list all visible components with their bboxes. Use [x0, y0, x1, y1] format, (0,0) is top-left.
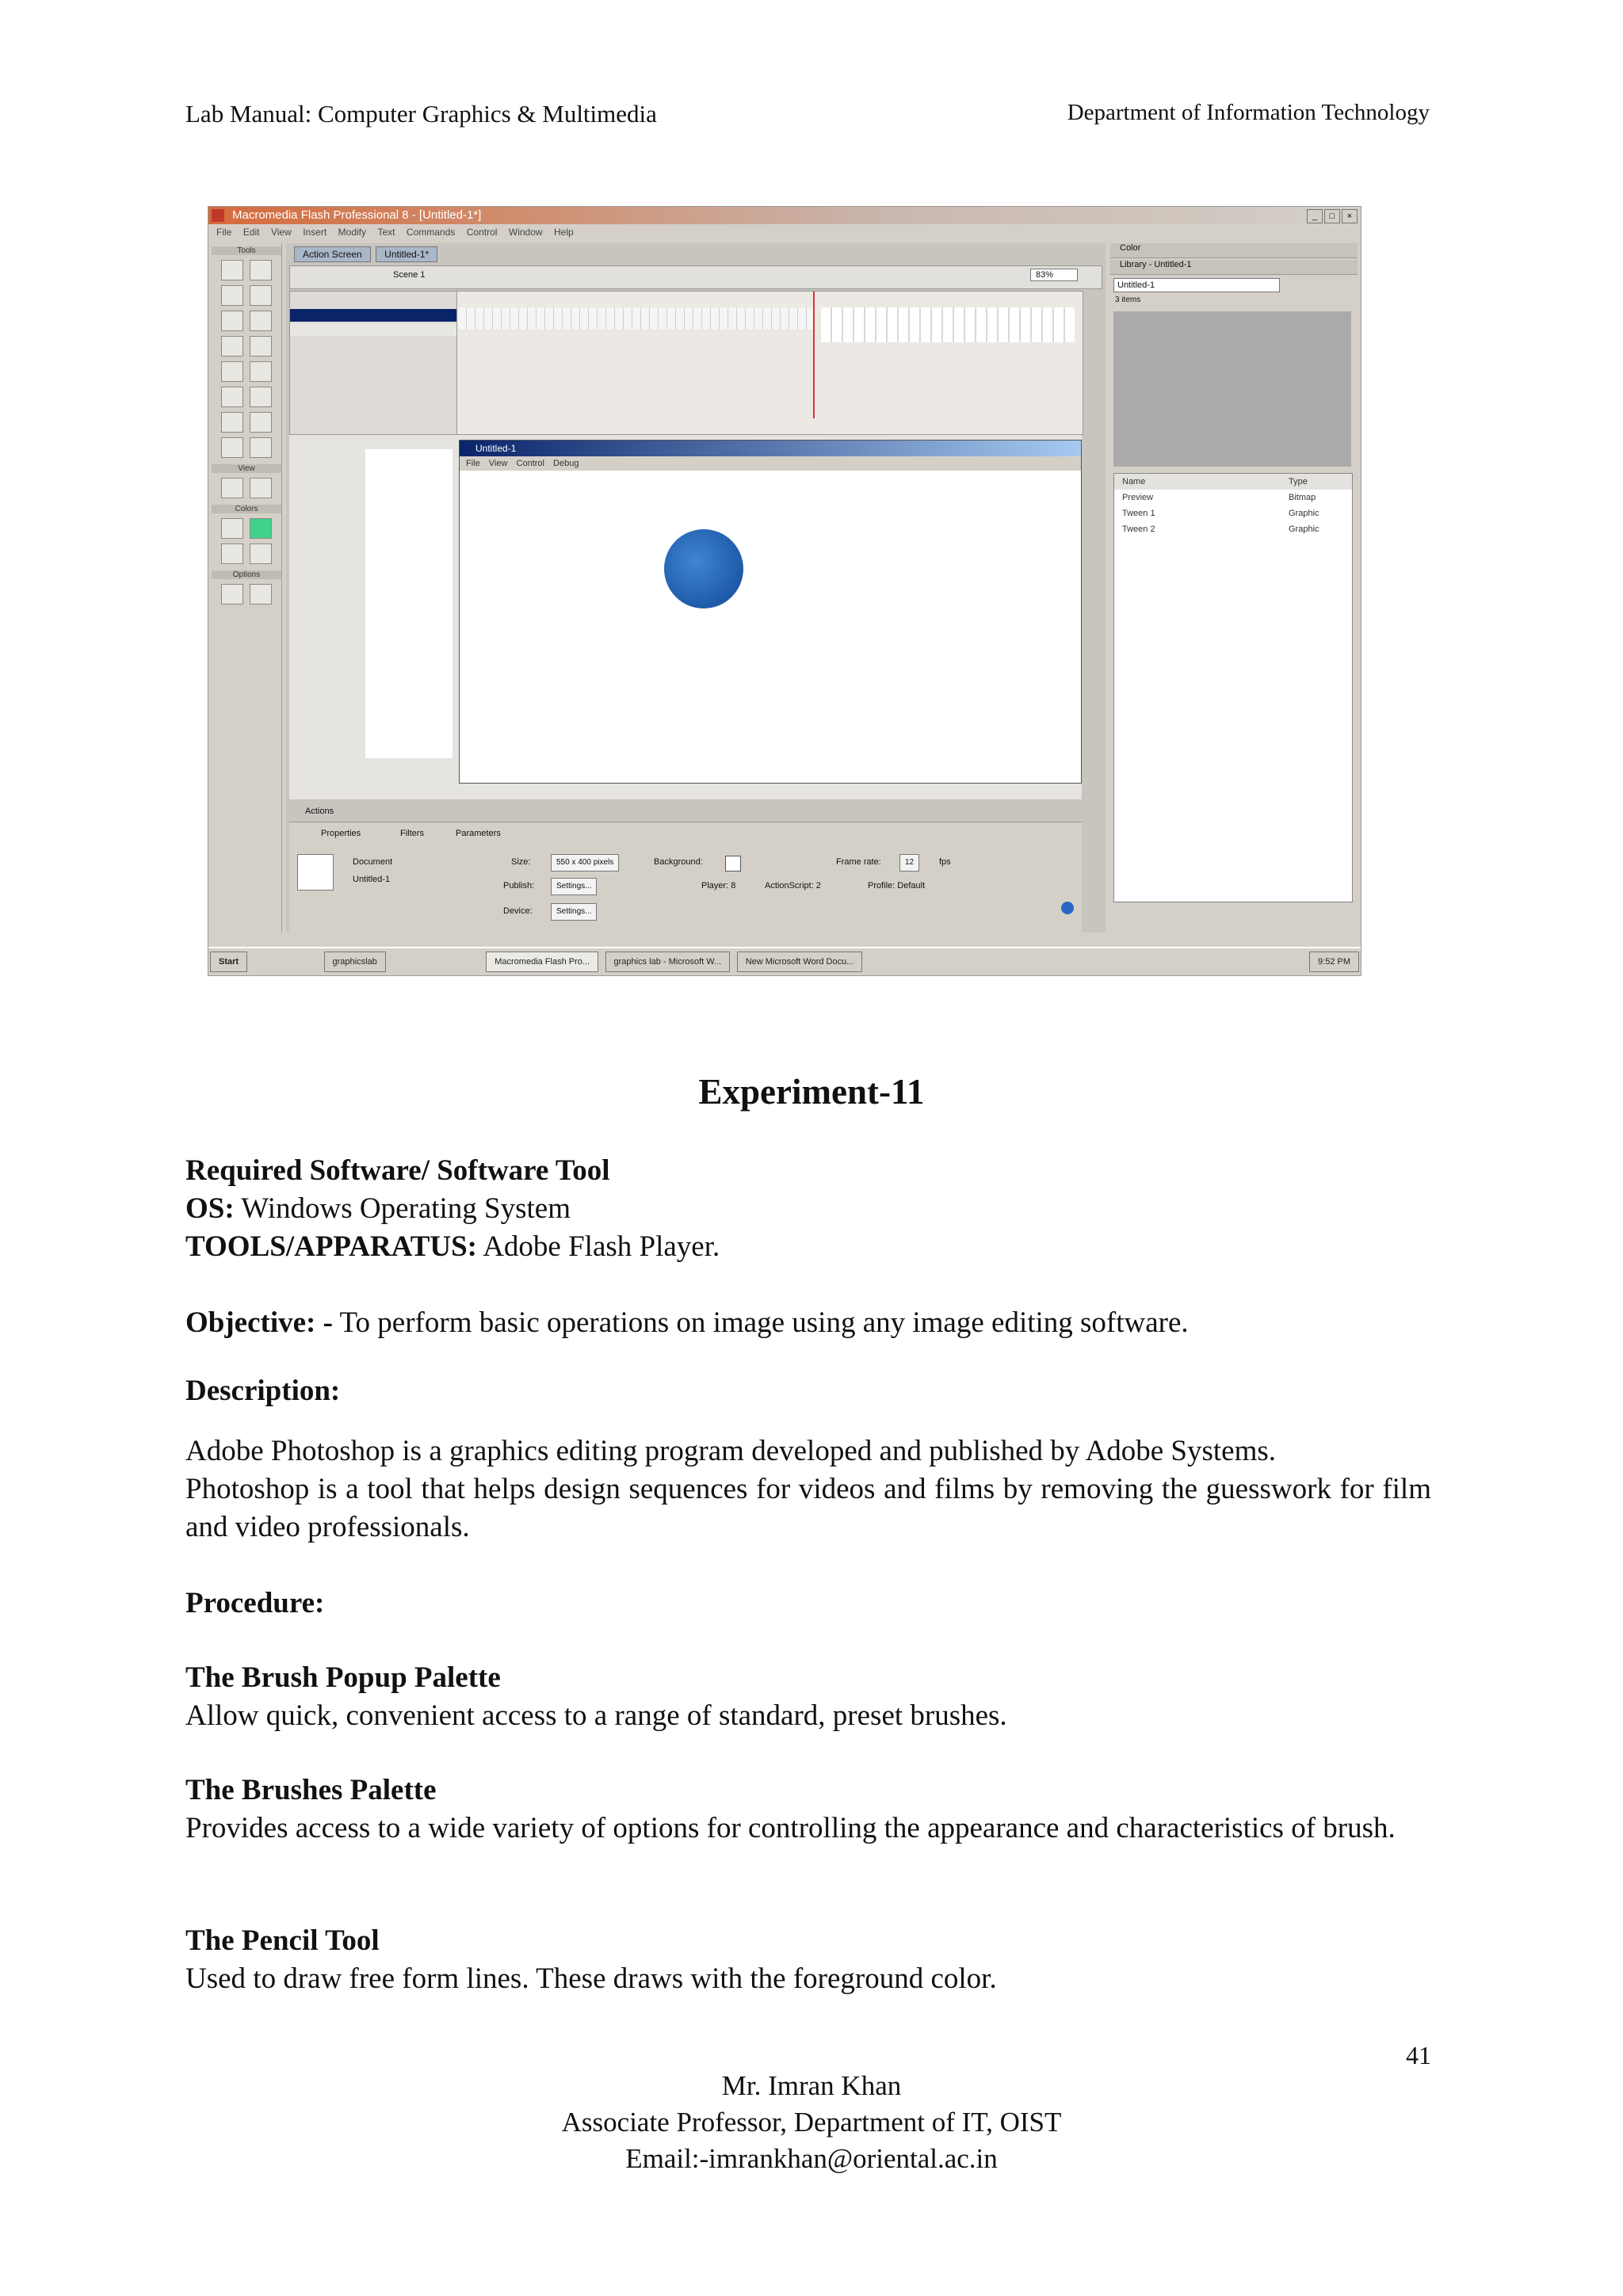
color-panel-header[interactable]: Color [1110, 243, 1358, 258]
menu-control[interactable]: Control [466, 227, 498, 238]
device-label: Device: [503, 906, 533, 916]
layer-row[interactable] [290, 309, 456, 322]
eraser-icon[interactable] [250, 437, 272, 458]
layer-list [290, 292, 457, 434]
flash-screenshot [208, 206, 1361, 976]
colors-label: Colors [212, 505, 281, 513]
lasso-tool-icon[interactable] [250, 311, 272, 331]
taskbar-item[interactable]: graphics lab - Microsoft W... [605, 952, 731, 972]
taskbar-item[interactable]: Macromedia Flash Pro... [486, 952, 598, 972]
tools-panel [212, 243, 282, 933]
scene-label[interactable]: Scene 1 [393, 270, 426, 280]
document-tabs [294, 246, 439, 264]
tools-grid [212, 257, 281, 461]
brush-icon [297, 854, 334, 891]
column-type[interactable]: Type [1289, 477, 1308, 486]
close-icon[interactable]: × [1342, 209, 1358, 223]
page-number: 41 [1406, 2041, 1431, 2069]
snap-magnet-icon[interactable] [221, 584, 243, 605]
view-tools [212, 475, 281, 502]
tools-value: Adobe Flash Player. [477, 1230, 720, 1263]
tab-properties[interactable]: Properties [321, 829, 361, 838]
library-panel-header[interactable]: Library - Untitled-1 [1110, 260, 1358, 275]
pen-tool-icon[interactable] [221, 336, 243, 357]
tools-label: Tools [212, 246, 281, 255]
menu-edit[interactable]: Edit [242, 227, 260, 238]
fps-label: fps [939, 857, 951, 867]
library-item-name: Preview [1122, 493, 1154, 502]
menu-window[interactable]: Window [508, 227, 543, 238]
list-item[interactable] [1114, 505, 1352, 521]
frame-rate-input[interactable]: 12 [899, 854, 919, 871]
tools-line [185, 1228, 1431, 1266]
text-tool-icon[interactable] [250, 336, 272, 357]
swf-menubar [460, 456, 1081, 471]
menu-file[interactable]: File [216, 227, 232, 238]
device-settings-button[interactable]: Settings... [551, 903, 597, 921]
taskbar-clock: 9:52 PM [1309, 952, 1359, 972]
tab-action-screen[interactable]: Action Screen [294, 246, 371, 262]
frame-strip-extended[interactable] [821, 307, 1075, 342]
right-panel [1110, 243, 1358, 933]
library-item-type: Bitmap [1289, 493, 1316, 502]
library-selector[interactable]: Untitled-1 [1113, 278, 1280, 292]
fill-color-icon[interactable] [250, 518, 272, 539]
timeline[interactable] [289, 291, 1083, 435]
pencil-tool-icon[interactable] [221, 387, 243, 407]
arrow-tool-icon[interactable] [221, 260, 243, 280]
footer-role: Associate Professor, Department of IT, OIST [561, 2107, 1062, 2138]
description-line-2: Photoshop is a tool that helps design sequences for videos and films by removing the guesswork for film and video professionals. [185, 1473, 1431, 1543]
smooth-icon[interactable] [250, 584, 272, 605]
swf-menu-control[interactable]: Control [516, 459, 544, 468]
objective-line [185, 1304, 1431, 1342]
maximize-icon[interactable]: □ [1324, 209, 1340, 223]
column-name[interactable]: Name [1122, 477, 1146, 486]
view-label: View [212, 464, 281, 473]
footer-email: Email:-imrankhan@oriental.ac.in [625, 2143, 998, 2174]
layer-row[interactable] [290, 323, 456, 336]
section-text-brush-popup: Allow quick, convenient access to a range of standard, preset brushes. [185, 1699, 1007, 1732]
section-heading-brushes-palette: The Brushes Palette [185, 1774, 437, 1806]
flash-app-icon [212, 209, 224, 222]
background-label: Background: [654, 857, 703, 867]
section-heading-brush-popup: The Brush Popup Palette [185, 1661, 501, 1694]
library-item-name: Tween 1 [1122, 509, 1155, 518]
subselect-tool-icon[interactable] [250, 260, 272, 280]
eyedropper-icon[interactable] [221, 437, 243, 458]
menu-commands[interactable]: Commands [406, 227, 456, 238]
menu-modify[interactable]: Modify [338, 227, 366, 238]
required-software-heading: Required Software/ Software Tool [185, 1154, 610, 1187]
actions-label[interactable]: Actions [305, 807, 334, 816]
document-label: Document [353, 857, 393, 867]
line-tool-icon[interactable] [221, 311, 243, 331]
footer-name: Mr. Imran Khan [721, 2070, 902, 2101]
properties-panel [289, 807, 1082, 965]
oval-tool-icon[interactable] [221, 361, 243, 382]
menu-help[interactable]: Help [554, 227, 574, 238]
blue-ball [664, 529, 743, 608]
swf-menu-debug[interactable]: Debug [553, 459, 579, 468]
actionscript-label: ActionScript: 2 [765, 881, 821, 891]
menu-text[interactable]: Text [377, 227, 395, 238]
library-item-type: Graphic [1289, 524, 1319, 534]
windows-taskbar [208, 947, 1361, 975]
help-icon[interactable] [1061, 902, 1074, 914]
description-line-1: Adobe Photoshop is a graphics editing program developed and published by Adobe Systems. [185, 1435, 1277, 1467]
hand-tool-icon[interactable] [221, 478, 243, 498]
size-button[interactable]: 550 x 400 pixels [551, 854, 619, 871]
swap-colors-icon[interactable] [250, 543, 272, 564]
library-list-header [1114, 474, 1352, 490]
start-button[interactable]: Start [210, 952, 247, 972]
tab-parameters[interactable]: Parameters [456, 829, 501, 838]
zoom-tool-icon[interactable] [250, 478, 272, 498]
frame-rate-label: Frame rate: [836, 857, 881, 867]
player-label: Player: 8 [701, 881, 736, 891]
stroke-color-icon[interactable] [221, 518, 243, 539]
procedure-heading: Procedure: [185, 1587, 325, 1619]
options-label: Options [212, 570, 281, 579]
free-transform-icon[interactable] [221, 285, 243, 306]
fill-transform-icon[interactable] [250, 285, 272, 306]
profile-label: Profile: Default [868, 881, 926, 891]
document-name: Untitled-1 [353, 875, 391, 884]
flash-title: Macromedia Flash Professional 8 - [Untitled-1*] [232, 208, 482, 222]
header-right: Department of Information Technology [1067, 100, 1430, 125]
document-area [286, 243, 1106, 933]
os-value: Windows Operating System [234, 1192, 571, 1225]
taskbar-item[interactable]: graphicslab [324, 952, 386, 972]
menu-view[interactable]: View [270, 227, 292, 238]
minimize-icon[interactable]: _ [1307, 209, 1323, 223]
library-item-count: 3 items [1115, 296, 1141, 304]
menu-insert[interactable]: Insert [303, 227, 327, 238]
window-controls [1305, 208, 1358, 223]
section-heading-pencil: The Pencil Tool [185, 1924, 380, 1957]
rectangle-tool-icon[interactable] [250, 361, 272, 382]
objective-label: Objective: - [185, 1306, 333, 1339]
background-swatch[interactable] [725, 856, 741, 871]
section-text-pencil: Used to draw free form lines. These draws with the foreground color. [185, 1962, 997, 1995]
library-list [1113, 473, 1353, 902]
section-text-brushes-palette: Provides access to a wide variety of options for controlling the appearance and characteristics of brush. [185, 1812, 1396, 1844]
flash-titlebar [208, 207, 1361, 224]
scene-bar [289, 265, 1102, 289]
option-tools [212, 581, 281, 608]
experiment-title: Experiment-11 [698, 1072, 925, 1112]
stage [365, 449, 453, 758]
black-white-icon[interactable] [221, 543, 243, 564]
header-left: Lab Manual: Computer Graphics & Multimedia [185, 100, 657, 128]
zoom-field[interactable]: 83% [1030, 269, 1078, 281]
size-label: Size: [511, 857, 531, 867]
playhead[interactable] [813, 292, 815, 418]
library-item-type: Graphic [1289, 509, 1319, 518]
library-item-name: Tween 2 [1122, 524, 1155, 534]
color-tools [212, 515, 281, 567]
swf-menu-file[interactable]: File [466, 459, 480, 468]
tools-label: TOOLS/APPARATUS: [185, 1230, 477, 1263]
swf-menu-view[interactable]: View [488, 459, 508, 468]
list-item[interactable] [1114, 490, 1352, 505]
os-label: OS: [185, 1192, 235, 1225]
list-item[interactable] [1114, 521, 1352, 537]
swf-preview-window [459, 440, 1082, 784]
tab-untitled[interactable]: Untitled-1* [376, 246, 437, 262]
objective-value: To perform basic operations on image using any image editing software. [332, 1306, 1189, 1339]
ink-bottle-icon[interactable] [221, 412, 243, 433]
flash-menubar [208, 224, 1361, 240]
taskbar-item[interactable]: New Microsoft Word Docu... [737, 952, 863, 972]
swf-title: Untitled-1 [460, 441, 1081, 456]
frame-strip[interactable] [458, 307, 815, 330]
paint-bucket-icon[interactable] [250, 412, 272, 433]
library-preview [1113, 311, 1351, 467]
brush-tool-icon[interactable] [250, 387, 272, 407]
os-line [185, 1190, 1431, 1228]
description-heading: Description: [185, 1375, 341, 1407]
publish-label: Publish: [503, 881, 535, 891]
tab-filters[interactable]: Filters [400, 829, 424, 838]
publish-settings-button[interactable]: Settings... [551, 878, 597, 895]
